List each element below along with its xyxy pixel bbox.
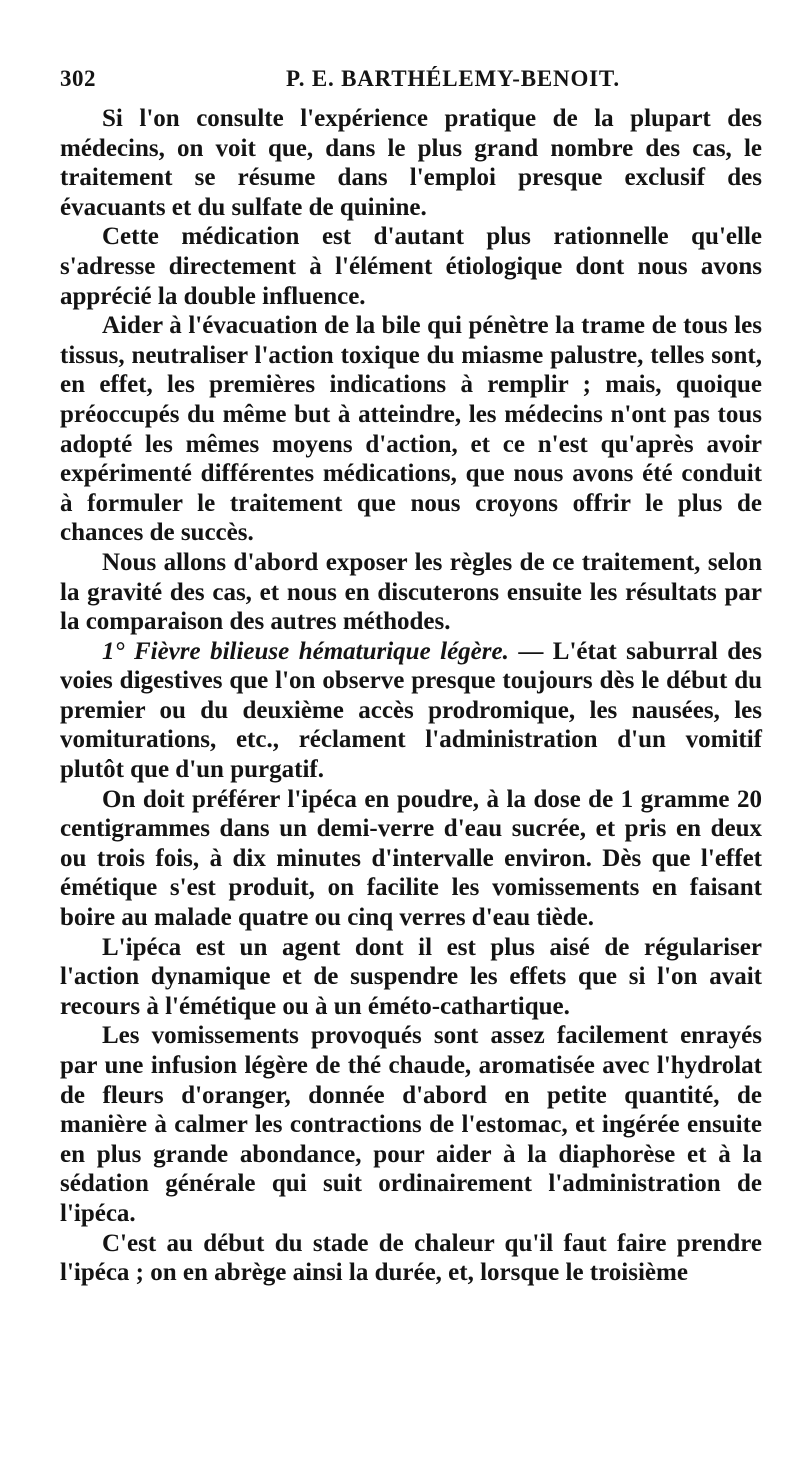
paragraph: L'ipéca est un agent dont il est plus aisé de régulariser l'action dynamique et de suspendre les effets que si l'on avait recours à l'émétique ou à un éméto-cathartique.	[60, 933, 762, 1020]
paragraph: Si l'on consulte l'expérience pratique de la plupart des médecins, on voit que, dans le plus grand nombre des cas, le traitement se résume dans l'emploi presque exclusif des évacuants et du sulfate de quinine.	[60, 105, 762, 221]
paragraph: 1° Fièvre bilieuse hématurique légère. — L'état saburral des voies digestives que l'on observe presque toujours dès le début du premier ou du deuxième accès prodromique, les nausées, les vomiturations, etc., réclament l'administration d'un vomitif plutôt que d'un purgatif.	[60, 637, 762, 784]
paragraph: C'est au début du stade de chaleur qu'il faut faire prendre l'ipéca ; on en abrège ainsi la durée, et, lorsque le troisième	[60, 1229, 762, 1287]
page-header	[60, 66, 762, 106]
paragraph: Les vomissements provoqués sont assez facilement enrayés par une infusion légère de thé chaude, aromatisée avec l'hydrolat de fleurs d'oranger, donnée d'abord en petite quantité, de manière à calmer les contractions de l'estomac, et ingérée ensuite en plus grande abondance, pour aider à la diaphorèse et à la sédation générale qui suit ordinairement l'administration de l'ipéca.	[60, 1022, 762, 1227]
paragraph: Nous allons d'abord exposer les règles de ce traitement, selon la gravité des cas, et nous en discuterons ensuite les résultats par la comparaison des autres méthodes.	[60, 548, 762, 636]
page-number: 302	[60, 66, 96, 91]
section-heading: 1° Fièvre bilieuse hématurique légère.	[102, 637, 509, 665]
running-title: P. E. BARTHÉLEMY-BENOIT.	[286, 66, 620, 91]
paragraph: On doit préférer l'ipéca en poudre, à la dose de 1 gramme 20 centigrammes dans un demi-verre d'eau sucrée, et pris en deux ou trois fois, à dix minutes d'intervalle environ. Dès que l'effet émétique s'est produit, on facilite les vomissements en faisant boire au malade quatre ou cinq verres d'eau tiède.	[60, 785, 762, 932]
paragraph: Aider à l'évacuation de la bile qui pénètre la trame de tous les tissus, neutraliser l'action toxique du miasme palustre, telles sont, en effet, les premières indications à remplir ; mais, quoique préoccupés du même but à atteindre, les médecins n'ont pas tous adopté les mêmes moyens d'action, et ce n'est qu'après avoir expérimenté différentes médications, que nous avons été conduit à formuler le traitement que nous croyons offrir le plus de chances de succès.	[60, 312, 762, 547]
body-text	[60, 104, 762, 1288]
paragraph: Cette médication est d'autant plus rationnelle qu'elle s'adresse directement à l'élément étiologique dont nous avons apprécié la double influence.	[60, 223, 762, 310]
